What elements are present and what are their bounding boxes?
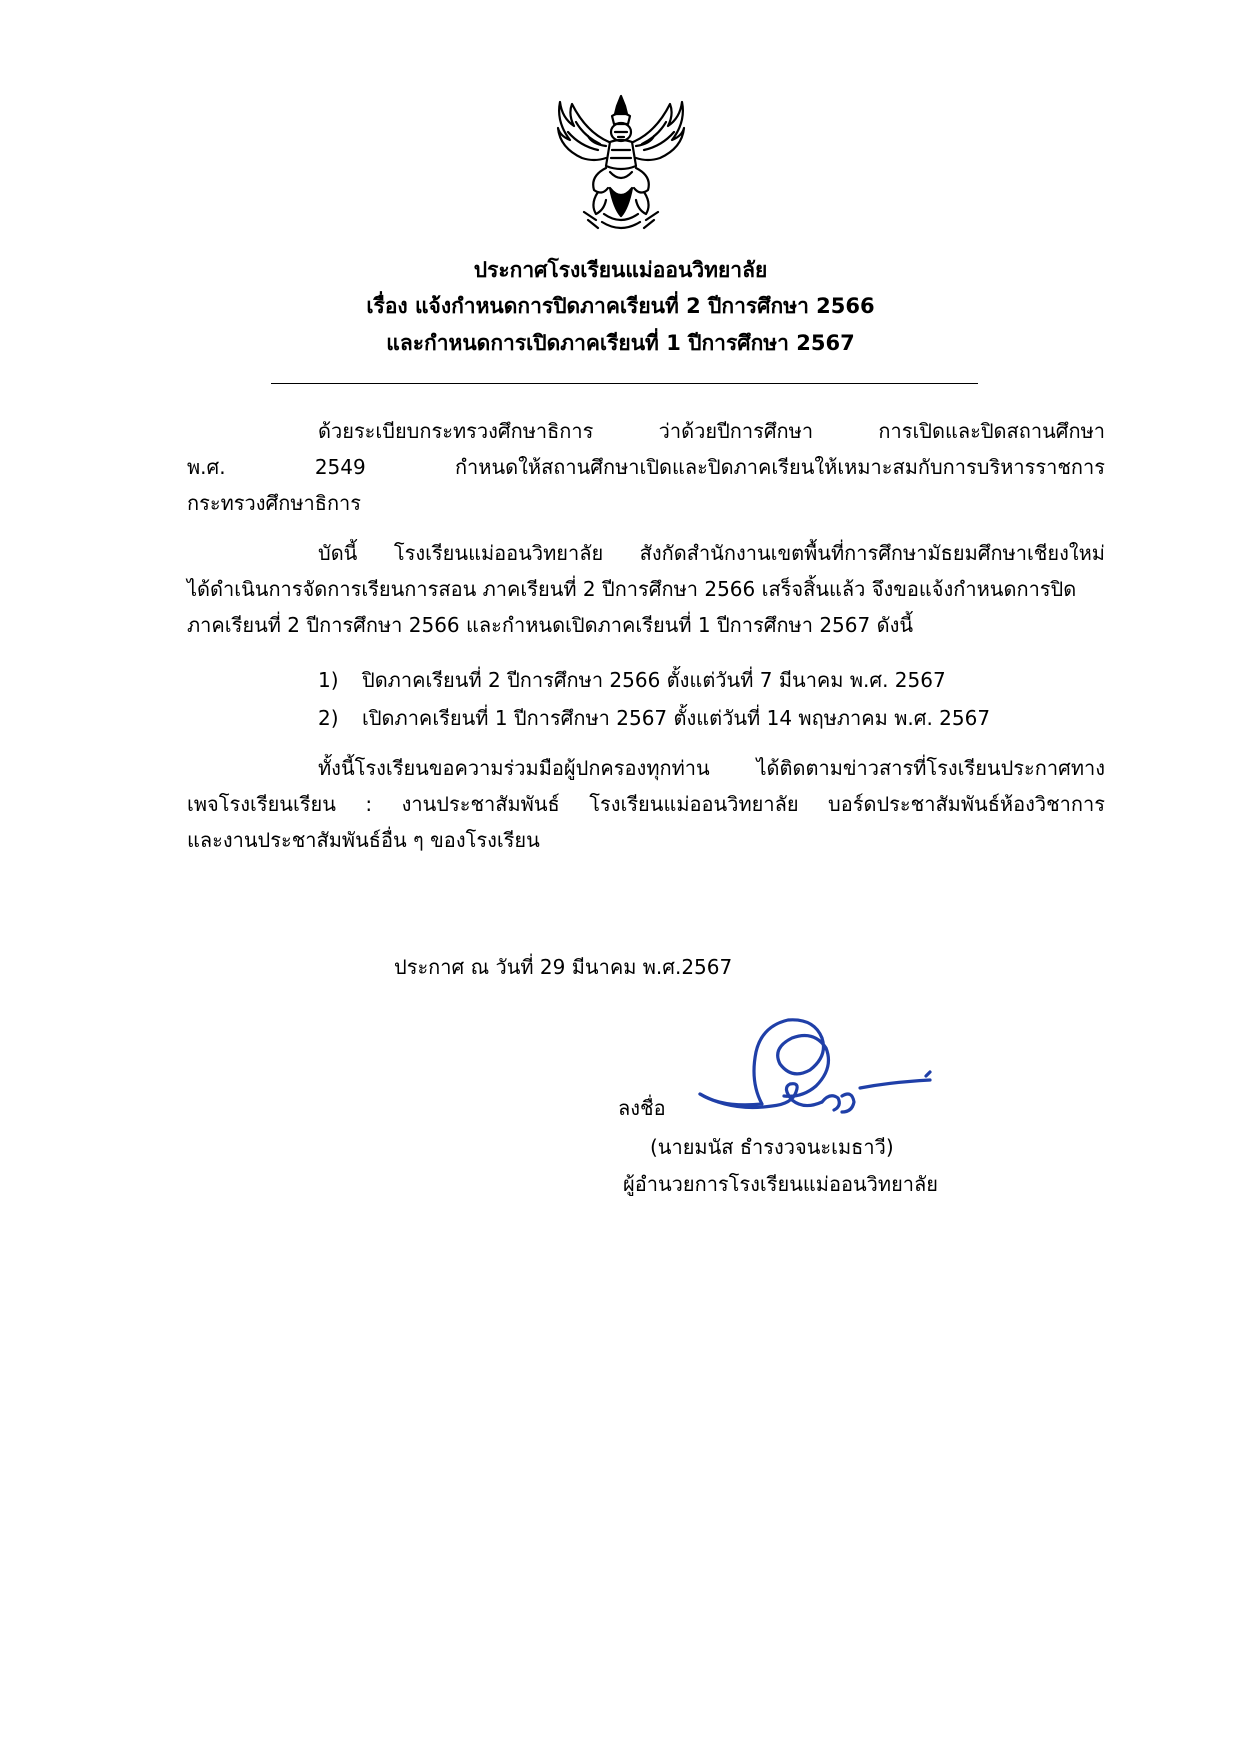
announcement-date: ประกาศ ณ วันที่ 29 มีนาคม พ.ศ.2567 [394, 955, 733, 979]
list-item-text: เปิดภาคเรียนที่ 1 ปีการศึกษา 2567 ตั้งแต่วันที่ 14 พฤษภาคม พ.ศ. 2567 [362, 706, 991, 730]
handwritten-signature [692, 1012, 938, 1117]
list-item [318, 700, 990, 738]
signer-position: ผู้อำนวยการโรงเรียนแม่ออนวิทยาลัย [623, 1172, 938, 1196]
paragraph-line: พ.ศ. 2549 กำหนดให้สถานศึกษาเปิดและปิดภาคเรียนให้เหมาะสมกับการบริหารราชการ [187, 455, 1105, 479]
schedule-list [318, 662, 990, 738]
paragraph-line: และงานประชาสัมพันธ์อื่น ๆ ของโรงเรียน [187, 828, 540, 852]
paragraph-line: ภาคเรียนที่ 2 ปีการศึกษา 2566 และกำหนดเปิดภาคเรียนที่ 1 ปีการศึกษา 2567 ดังนี้ [187, 613, 914, 637]
announcement-subject: เรื่อง แจ้งกำหนดการปิดภาคเรียนที่ 2 ปีการศึกษา 2566 [366, 294, 875, 318]
list-item-text: ปิดภาคเรียนที่ 2 ปีการศึกษา 2566 ตั้งแต่วันที่ 7 มีนาคม พ.ศ. 2567 [362, 668, 946, 692]
paragraph-line: ทั้งนี้โรงเรียนขอความร่วมมือผู้ปกครองทุกท่าน ได้ติดตามข่าวสารที่โรงเรียนประกาศทาง [318, 756, 1105, 780]
paragraph-line: ด้วยระเบียบกระทรวงศึกษาธิการ ว่าด้วยปีการศึกษา การเปิดและปิดสถานศึกษา [318, 419, 1105, 443]
signer-name: (นายมนัส ธำรงวจนะเมธาวี) [650, 1135, 894, 1159]
garuda-emblem-icon [554, 92, 688, 234]
list-item-number: 1) [318, 668, 339, 692]
announcement-title: ประกาศโรงเรียนแม่ออนวิทยาลัย [473, 258, 768, 282]
paragraph-line: กระทรวงศึกษาธิการ [187, 491, 362, 515]
announcement-subject-cont: และกำหนดการเปิดภาคเรียนที่ 1 ปีการศึกษา 2567 [386, 331, 855, 355]
list-item [318, 662, 990, 700]
paragraph-cooperation [187, 750, 1105, 858]
list-item-number: 2) [318, 706, 339, 730]
paragraph-line: ได้ดำเนินการจัดการเรียนการสอน ภาคเรียนที่ 2 ปีการศึกษา 2566 เสร็จสิ้นแล้ว จึงขอแจ้งกำหนดการปิด [187, 577, 1077, 601]
paragraph-line: เพจโรงเรียนเรียน : งานประชาสัมพันธ์ โรงเรียนแม่ออนวิทยาลัย บอร์ดประชาสัมพันธ์ห้องวิชาการ [187, 792, 1105, 816]
sign-label: ลงชื่อ [618, 1096, 666, 1120]
paragraph-line: บัดนี้ โรงเรียนแม่ออนวิทยาลัย สังกัดสำนักงานเขตพื้นที่การศึกษามัธยมศึกษาเชียงใหม่ [318, 541, 1105, 565]
paragraph-regulation [187, 413, 1105, 521]
title-divider [271, 383, 978, 384]
paragraph-notice [187, 535, 1105, 643]
